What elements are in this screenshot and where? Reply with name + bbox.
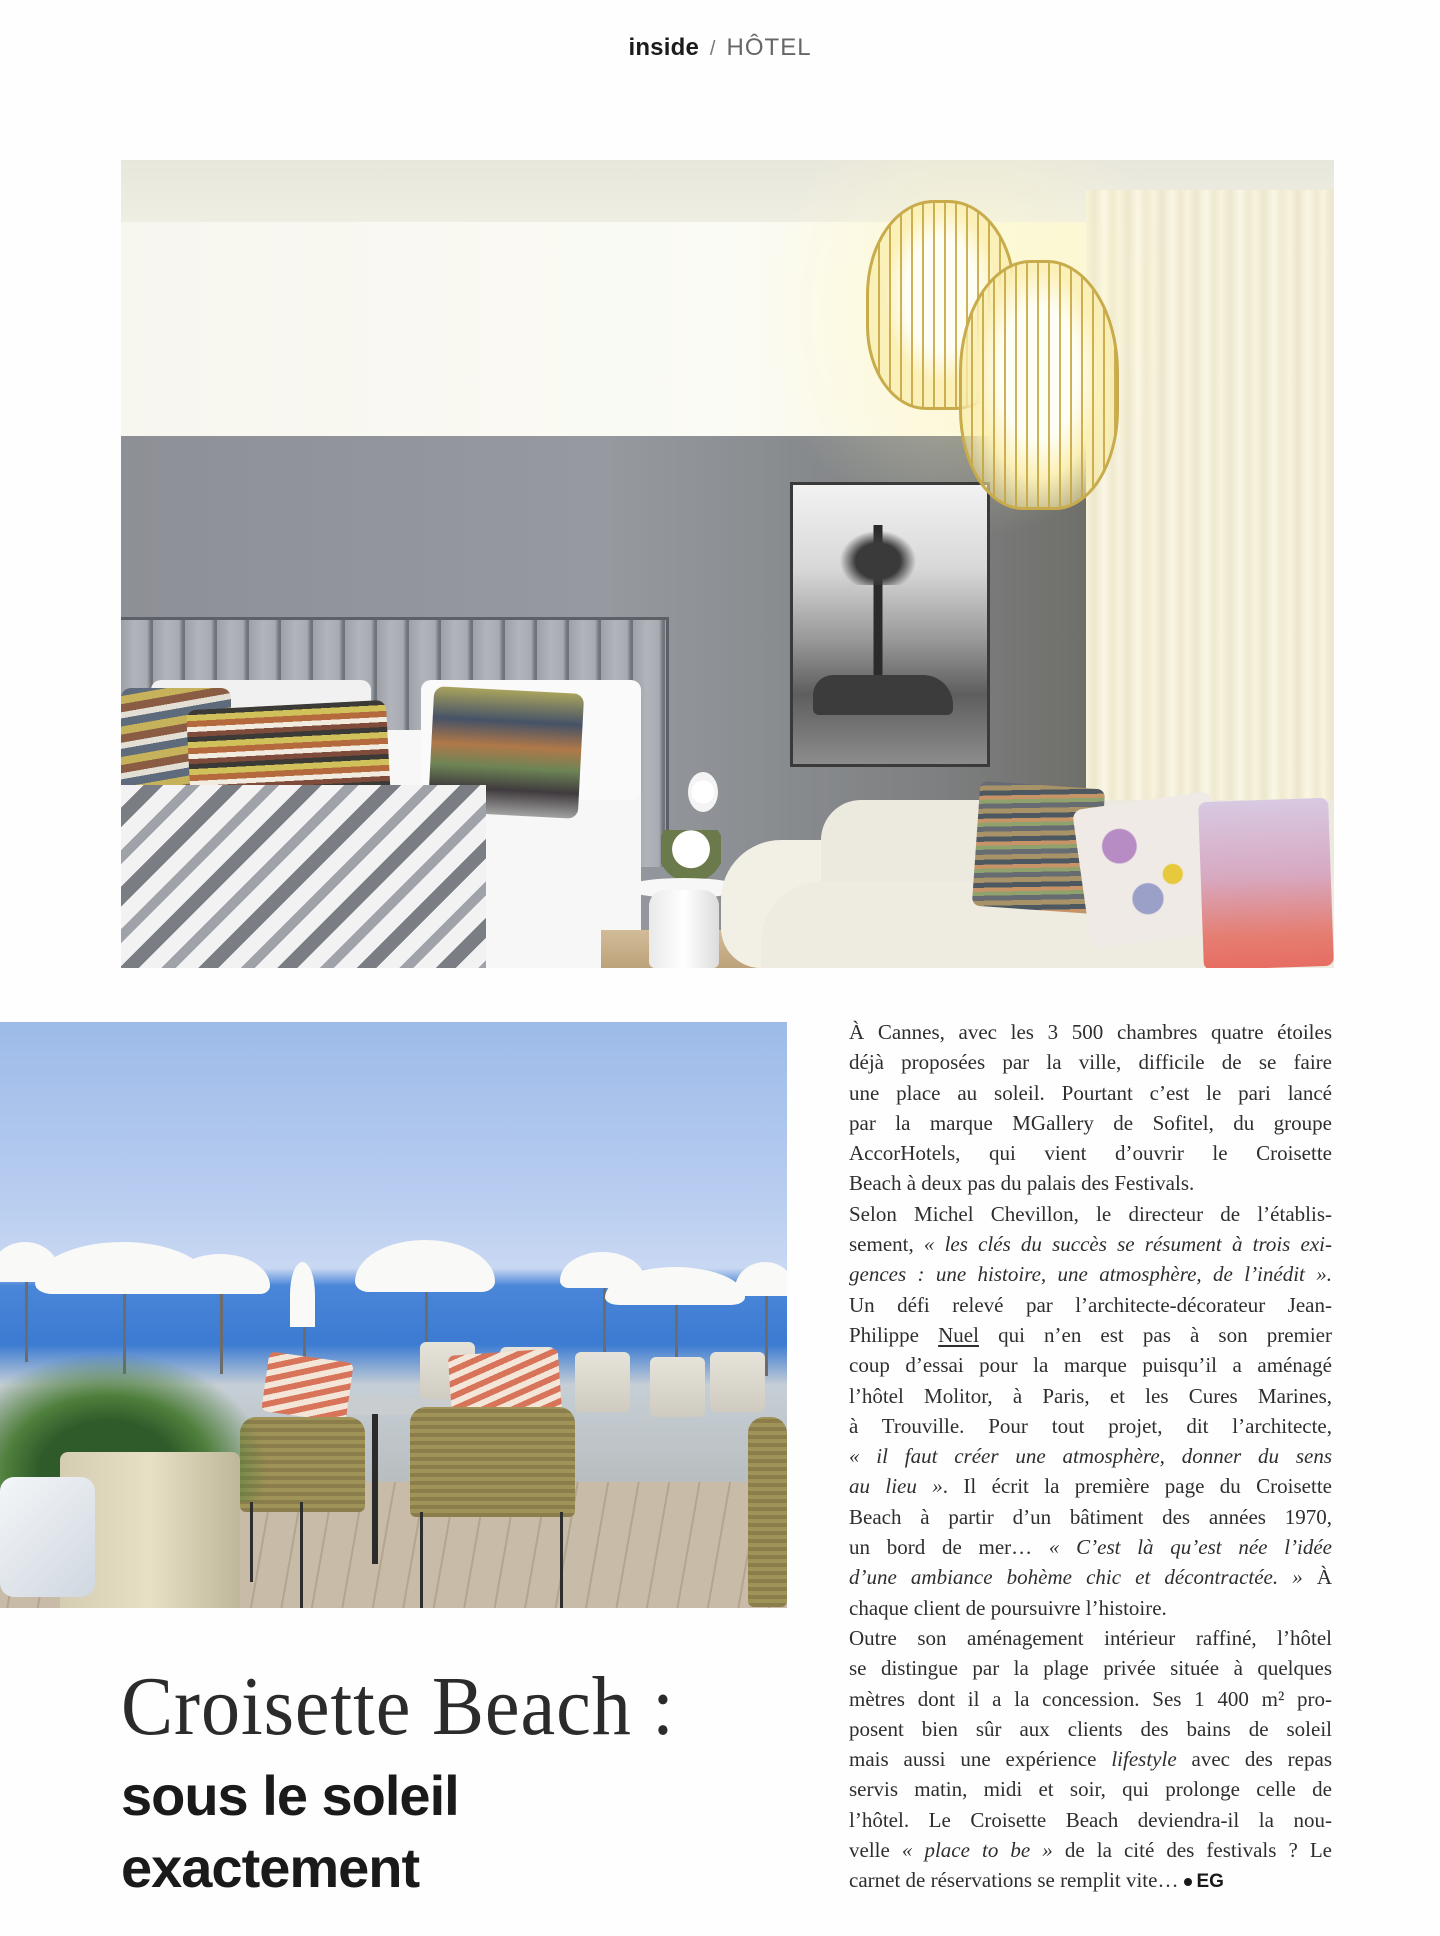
subtitle-line-1: sous le soleil: [121, 1764, 459, 1827]
article-line: Beach à deux pas du palais des Festivals.: [849, 1171, 1195, 1196]
article-line: gences : une histoire, une atmosphère, de l’inédit ».: [849, 1262, 1332, 1287]
pendant-lamp: [959, 260, 1119, 510]
table-leg: [372, 1414, 378, 1564]
chair-leg: [420, 1512, 423, 1608]
wicker-chair: [748, 1417, 787, 1607]
article-line: par la marque MGallery de Sofitel, du groupe: [849, 1110, 1332, 1135]
running-header: [0, 34, 1440, 62]
beach-terrace-photo: [0, 1022, 787, 1608]
article-line: Outre son aménagement intérieur raffiné, l’hôtel: [849, 1625, 1332, 1650]
flower-vase: [661, 830, 721, 885]
article-line: déjà proposées par la ville, difficile de se faire: [849, 1050, 1332, 1075]
article-line: se distingue par la plage privée située à quelques: [849, 1656, 1332, 1681]
article-line: posent bien sûr aux clients des bains de soleil: [849, 1716, 1332, 1741]
chair-leg: [300, 1502, 303, 1608]
article-line: d’une ambiance bohème chic et décontractée. » À: [849, 1565, 1333, 1590]
chair-leg: [250, 1502, 253, 1582]
zigzag-throw: [121, 785, 486, 968]
parasol: [290, 1262, 315, 1327]
section-label: HÔTEL: [726, 34, 812, 61]
article-headline: [121, 1662, 801, 1904]
lounger: [650, 1357, 705, 1417]
article-line: une place au soleil. Pourtant c’est le pari lancé: [849, 1080, 1332, 1105]
article-line: Philippe Nuel qui n’en est pas à son premier: [849, 1322, 1332, 1347]
author-signature: EG: [1196, 1871, 1224, 1893]
article-line: à Trouville. Pour tout projet, dit l’architecte,: [849, 1413, 1332, 1438]
article-line: Selon Michel Chevillon, le directeur de l’établis-: [849, 1201, 1332, 1226]
white-cushion: [0, 1477, 95, 1597]
side-table: [649, 890, 719, 968]
magazine-brand: inside: [628, 34, 700, 61]
lounger: [575, 1352, 630, 1412]
article-line: À Cannes, avec les 3 500 chambres quatre étoiles: [849, 1020, 1332, 1044]
article-line: au lieu ». Il écrit la première page du Croisette: [849, 1474, 1332, 1499]
framed-photo: [790, 482, 990, 767]
article-line: Beach à partir d’un bâtiment des années 1970,: [849, 1504, 1332, 1529]
headline-subtitle: [121, 1760, 801, 1904]
parasol: [735, 1262, 787, 1296]
article-line: « il faut créer une atmosphère, donner du sens: [849, 1444, 1332, 1469]
chair-leg: [560, 1512, 563, 1608]
article-line: AccorHotels, qui vient d’ouvrir le Croisette: [849, 1141, 1332, 1166]
article-line: Un défi relevé par l’architecte-décorateur Jean-: [849, 1292, 1332, 1317]
article-body: [849, 1017, 1332, 1896]
headline-title: Croisette Beach :: [121, 1660, 675, 1753]
article-line: sement, « les clés du succès se résument à trois exi-: [849, 1232, 1333, 1257]
article-line: coup d’essai pour la marque puisqu’il a aménagé: [849, 1353, 1332, 1378]
palm-tree: [833, 525, 923, 695]
vintage-car: [813, 675, 953, 715]
hero-photo-hotel-room: [121, 160, 1334, 968]
article-line: chaque client de poursuivre l’histoire.: [849, 1595, 1167, 1620]
subtitle-line-2: exactement: [121, 1836, 420, 1899]
article-line: l’hôtel. Le Croisette Beach deviendra-il la nou-: [849, 1807, 1332, 1832]
header-separator: /: [709, 38, 716, 60]
article-line: l’hôtel Molitor, à Paris, et les Cures Marines,: [849, 1383, 1332, 1408]
ombre-cushion: [1198, 798, 1334, 968]
zigzag-cushion: [261, 1351, 354, 1422]
wall-lamp: [688, 772, 718, 812]
article-line: servis matin, midi et soir, qui prolonge celle de: [849, 1777, 1332, 1802]
article-line: mais aussi une expérience lifestyle avec des repas: [849, 1747, 1332, 1772]
article-line: velle « place to be » de la cité des festivals ? Le: [849, 1838, 1333, 1863]
lounger: [710, 1352, 765, 1412]
article-line: un bord de mer… « C’est là qu’est née l’idée: [849, 1535, 1332, 1560]
end-bullet-icon: [1184, 1878, 1192, 1886]
wicker-chair: [410, 1407, 575, 1517]
article-line: carnet de réservations se remplit vite… EG: [849, 1868, 1224, 1893]
article-line: mètres dont il a la concession. Ses 1 400 m² pro-: [849, 1686, 1332, 1711]
parasol: [355, 1240, 495, 1292]
